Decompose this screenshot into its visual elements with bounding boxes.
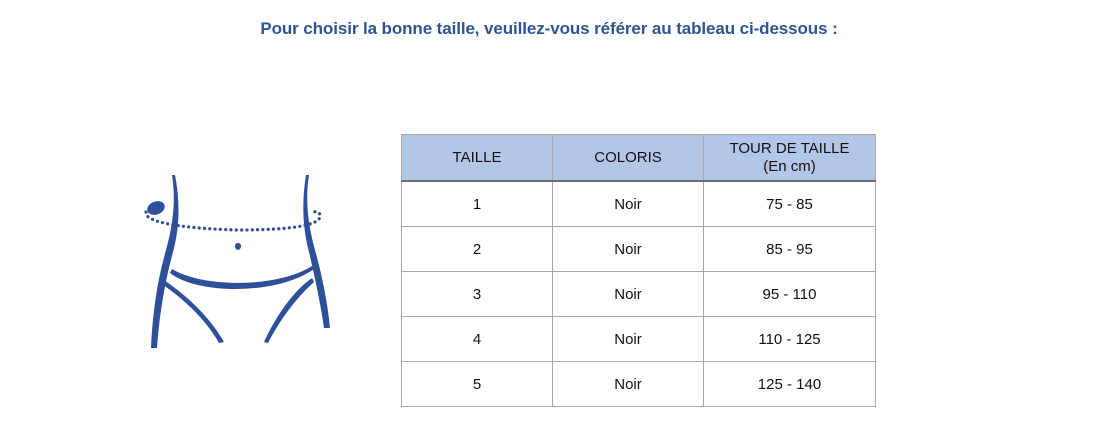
cell-color: Noir <box>553 317 704 362</box>
table-row <box>402 362 876 407</box>
cell-waist: 110 - 125 <box>704 317 876 362</box>
cell-color: Noir <box>553 362 704 407</box>
table-row <box>402 181 876 227</box>
header-waist-line2: (En cm) <box>763 157 816 175</box>
cell-size: 5 <box>402 362 553 407</box>
cell-waist: 95 - 110 <box>704 272 876 317</box>
cell-color: Noir <box>553 272 704 317</box>
size-chart-table <box>401 134 876 407</box>
header-waist <box>704 135 876 182</box>
cell-waist: 75 - 85 <box>704 181 876 227</box>
cell-color: Noir <box>553 227 704 272</box>
cell-size: 1 <box>402 181 553 227</box>
header-size: TAILLE <box>402 135 553 182</box>
waist-measurement-icon <box>128 170 338 355</box>
cell-size: 3 <box>402 272 553 317</box>
table-row <box>402 317 876 362</box>
header-waist-line1: TOUR DE TAILLE <box>729 139 850 157</box>
table-row <box>402 272 876 317</box>
page-title: Pour choisir la bonne taille, veuillez-vous référer au tableau ci-dessous : <box>260 19 838 38</box>
cell-size: 2 <box>402 227 553 272</box>
cell-color: Noir <box>553 181 704 227</box>
table-header-row <box>402 135 876 182</box>
header-color: COLORIS <box>553 135 704 182</box>
cell-waist: 85 - 95 <box>704 227 876 272</box>
table-row <box>402 227 876 272</box>
cell-waist: 125 - 140 <box>704 362 876 407</box>
cell-size: 4 <box>402 317 553 362</box>
